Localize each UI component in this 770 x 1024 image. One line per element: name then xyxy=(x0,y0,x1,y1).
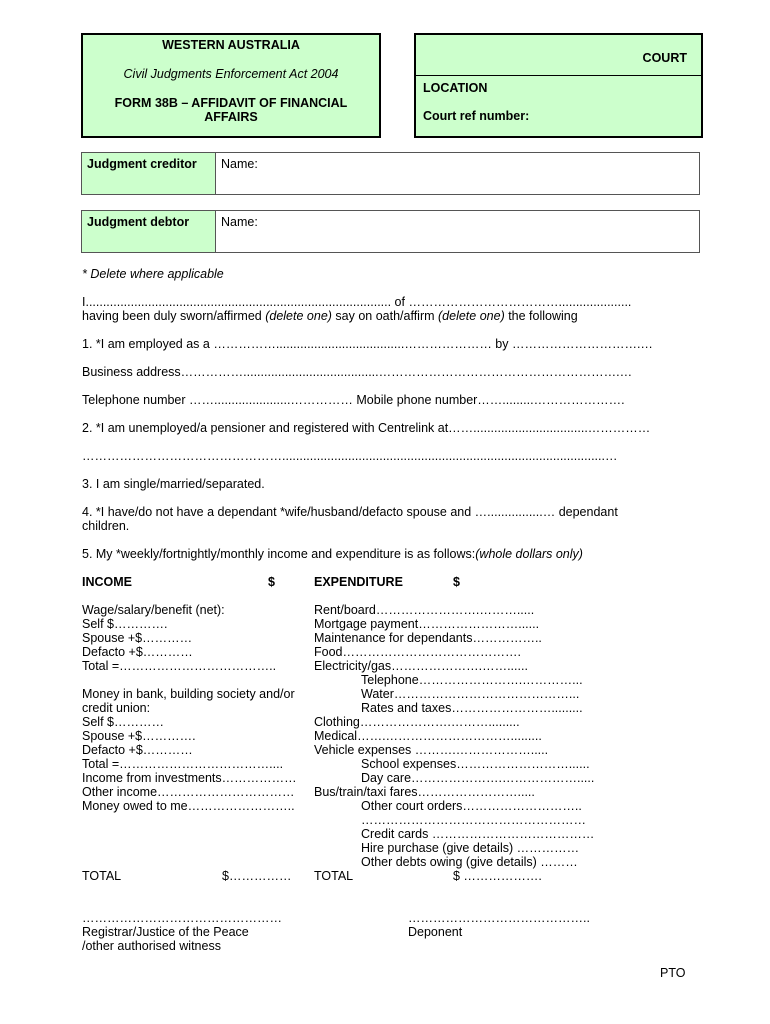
expenditure-total-label: TOTAL xyxy=(314,869,354,883)
expenditure-line: Food……………………………………. xyxy=(314,645,521,659)
income-line: Money in bank, building society and/or xyxy=(82,687,295,701)
income-total-value: $…………… xyxy=(222,869,292,883)
item-status: 3. I am single/married/separated. xyxy=(82,477,265,491)
court-ref-label: Court ref number: xyxy=(423,109,530,123)
expenditure-line: Other court orders……………………….. xyxy=(361,799,582,813)
intro-line2 xyxy=(82,309,578,323)
income-line: Money owed to me…………………….. xyxy=(82,799,295,813)
witness-label-2: /other authorised witness xyxy=(82,939,221,953)
income-line: Spouse +$………… xyxy=(82,631,193,645)
deponent-label: Deponent xyxy=(408,925,463,939)
court-label: COURT xyxy=(642,51,687,65)
intro-text-a: having been duly sworn/affirmed xyxy=(82,309,266,323)
intro-delete-b: (delete one) xyxy=(438,309,505,323)
expenditure-line: School expenses………………………...... xyxy=(361,757,590,771)
expenditure-line: Day care………………….………………..... xyxy=(361,771,595,785)
creditor-name-field[interactable]: Name: xyxy=(221,157,258,171)
expenditure-line: Rates and taxes……………………......... xyxy=(361,701,583,715)
expenditure-line: Hire purchase (give details) …………… xyxy=(361,841,580,855)
income-total-label: TOTAL xyxy=(82,869,122,883)
item-dependants-2: children. xyxy=(82,519,130,533)
creditor-divider xyxy=(215,153,216,194)
location-label: LOCATION xyxy=(423,81,488,95)
debtor-label: Judgment debtor xyxy=(87,215,190,229)
witness-label-1: Registrar/Justice of the Peace xyxy=(82,925,249,939)
item-unemployed-cont: ………………………………………….............................................................................................… xyxy=(82,449,618,463)
income-intro-text: 5. My *weekly/fortnightly/monthly income and expenditure is as follows: xyxy=(82,547,476,561)
income-heading: INCOME xyxy=(82,575,132,589)
item-employed: 1. *I am employed as a …………….....................................………………… by ………………………….… xyxy=(82,337,653,351)
income-line: Wage/salary/benefit (net): xyxy=(82,603,225,617)
form-title-line1: FORM 38B – AFFIDAVIT OF FINANCIAL xyxy=(114,96,348,110)
income-intro-note: (whole dollars only) xyxy=(475,547,583,561)
income-line: Self $………… xyxy=(82,715,164,729)
item-business-address: Business address…………….......................................………………………………………………….… xyxy=(82,365,633,379)
expenditure-line: Credit cards ………………………………… xyxy=(361,827,595,841)
income-line: Defacto +$………… xyxy=(82,743,193,757)
state-heading: WESTERN AUSTRALIA xyxy=(162,38,300,52)
income-line: credit union: xyxy=(82,701,151,715)
income-line: Spouse +$…………. xyxy=(82,729,196,743)
intro-text-c: say on oath/affirm xyxy=(331,309,439,323)
item-unemployed: 2. *I am unemployed/a pensioner and registered with Centrelink at…….................................…………… xyxy=(82,421,651,435)
intro-delete-a: (delete one) xyxy=(265,309,332,323)
creditor-row xyxy=(81,152,700,195)
debtor-divider xyxy=(215,211,216,252)
expenditure-line: Clothing………………….………......... xyxy=(314,715,520,729)
expenditure-line: Electricity/gas………………….……...... xyxy=(314,659,528,673)
expenditure-line: Vehicle expenses ……….………………..... xyxy=(314,743,549,757)
pto-label: PTO xyxy=(660,966,686,980)
deponent-signature-line: …………………………………….. xyxy=(408,911,590,925)
court-divider xyxy=(416,75,701,76)
expenditure-line: Rent/board…………………….………..... xyxy=(314,603,535,617)
expenditure-heading: EXPENDITURE xyxy=(314,575,403,589)
item-phone: Telephone number ……......................…………… Mobile phone number…….........…………………. xyxy=(82,393,625,407)
witness-signature-line: ………………………………………… xyxy=(82,911,282,925)
expenditure-currency: $ xyxy=(453,575,460,589)
form-title-box xyxy=(81,33,381,138)
act-title: Civil Judgments Enforcement Act 2004 xyxy=(123,67,339,81)
expenditure-line: Water……………………………………... xyxy=(361,687,580,701)
intro-text-e: the following xyxy=(504,309,578,323)
income-line: Total =……………………………….... xyxy=(82,757,284,771)
expenditure-line: Mortgage payment……………………...... xyxy=(314,617,540,631)
expenditure-line: Maintenance for dependants…………….. xyxy=(314,631,542,645)
expenditure-total-value: $ ………………. xyxy=(453,869,542,883)
form-title-line2: AFFAIRS xyxy=(204,110,258,124)
expenditure-line: Bus/train/taxi fares……………………..... xyxy=(314,785,535,799)
debtor-row xyxy=(81,210,700,253)
income-line: Defacto +$………… xyxy=(82,645,193,659)
delete-note: * Delete where applicable xyxy=(82,267,224,281)
item-income-intro xyxy=(82,547,583,561)
expenditure-line: Other debts owing (give details) ……… xyxy=(361,855,578,869)
expenditure-line: Telephone…………………….…………... xyxy=(361,673,583,687)
income-line: Self $…………. xyxy=(82,617,168,631)
expenditure-line: ……………………………………………… xyxy=(361,813,586,827)
income-currency: $ xyxy=(268,575,275,589)
intro-line1: I........................................................................................ of ………………………………..................... xyxy=(82,295,632,309)
item-dependants-1: 4. *I have/do not have a dependant *wife/husband/defacto spouse and …................… dependant xyxy=(82,505,618,519)
expenditure-line: Medical…….…………………………......... xyxy=(314,729,542,743)
court-box xyxy=(414,33,703,138)
income-line: Other income…………………………… xyxy=(82,785,295,799)
income-line: Total =……………………………….. xyxy=(82,659,277,673)
income-line: Income from investments……………… xyxy=(82,771,297,785)
creditor-label: Judgment creditor xyxy=(87,157,197,171)
debtor-name-field[interactable]: Name: xyxy=(221,215,258,229)
